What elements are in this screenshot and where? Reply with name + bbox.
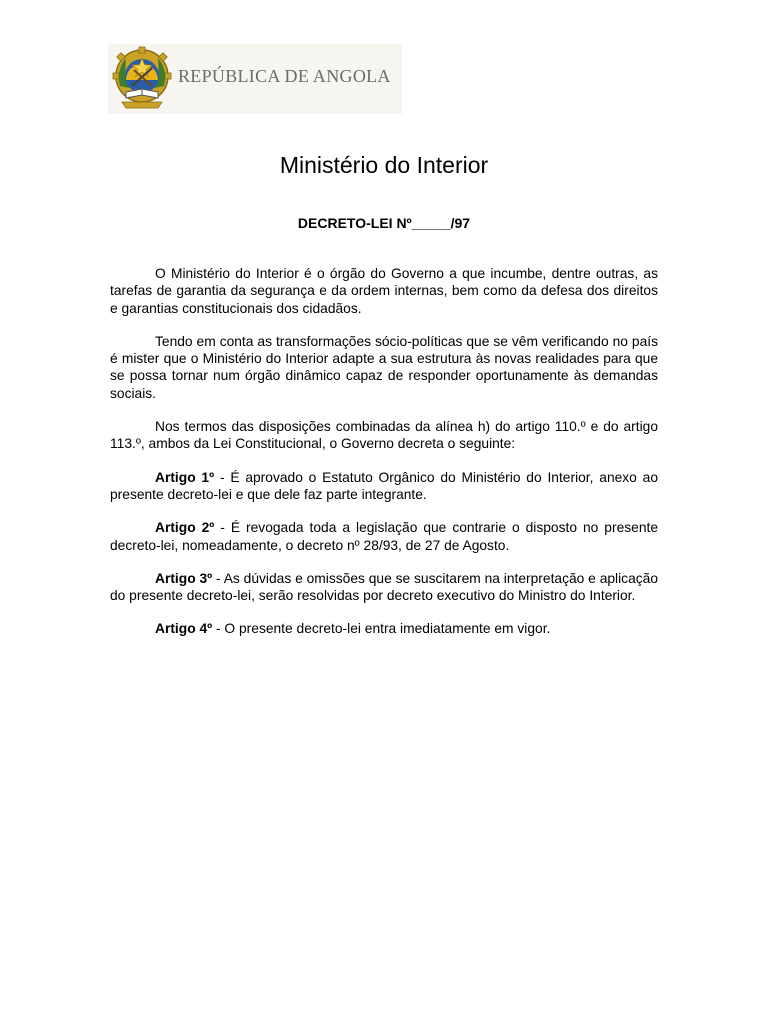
angola-coat-of-arms-icon: [112, 46, 172, 112]
article-1: [110, 469, 658, 504]
letterhead: [108, 44, 402, 114]
republic-name: REPÚBLICA DE ANGOLA: [178, 66, 391, 86]
article-text: - É aprovado o Estatuto Orgânico do Ministério do Interior, anexo ao presente decreto-lei e que dele faz parte integrante.: [110, 469, 659, 502]
article-label: Artigo 3º: [155, 570, 213, 586]
article-2: [110, 519, 658, 554]
document-body: [110, 265, 658, 654]
paragraph: O Ministério do Interior é o órgão do Governo a que incumbe, dentre outras, as tarefas de garantia da segurança e da ordem internas, bem como da defesa dos direitos e garantias constitucionais dos cidadãos.: [110, 266, 658, 316]
article-3: [110, 570, 658, 605]
article-text: - As dúvidas e omissões que se suscitarem na interpretação e aplicação do presente decreto-lei, serão resolvidas por decreto executivo do Ministro do Interior.: [110, 570, 658, 604]
paragraph: Nos termos das disposições combinadas da alínea h) do artigo 110.º e do artigo 113.º, ambos da Lei Constitucional, o Governo decreta o seguinte:: [110, 419, 658, 452]
article-label: Artigo 2º: [155, 520, 215, 536]
paragraph: Tendo em conta as transformações sócio-políticas que se vêm verificando no país é mister que o Ministério do Interior adapte a sua estrutura às novas realidades para que se possa tornar num órgão dinâmico capaz de responder oportunamente às demandas sociais.: [110, 333, 658, 401]
decree-number: DECRETO-LEI Nº_____/97: [297, 215, 471, 231]
article-label: Artigo 1º: [155, 469, 215, 485]
page-title: Ministério do Interior: [279, 152, 489, 178]
article-label: Artigo 4º: [155, 621, 213, 637]
article-text: - É revogada toda a legislação que contrarie o disposto no presente decreto-lei, nomeadamente, o decreto nº 28/93, de 27 de Agosto.: [110, 520, 658, 553]
article-text: - O presente decreto-lei entra imediatamente em vigor.: [212, 621, 551, 637]
article-4: [110, 620, 658, 637]
